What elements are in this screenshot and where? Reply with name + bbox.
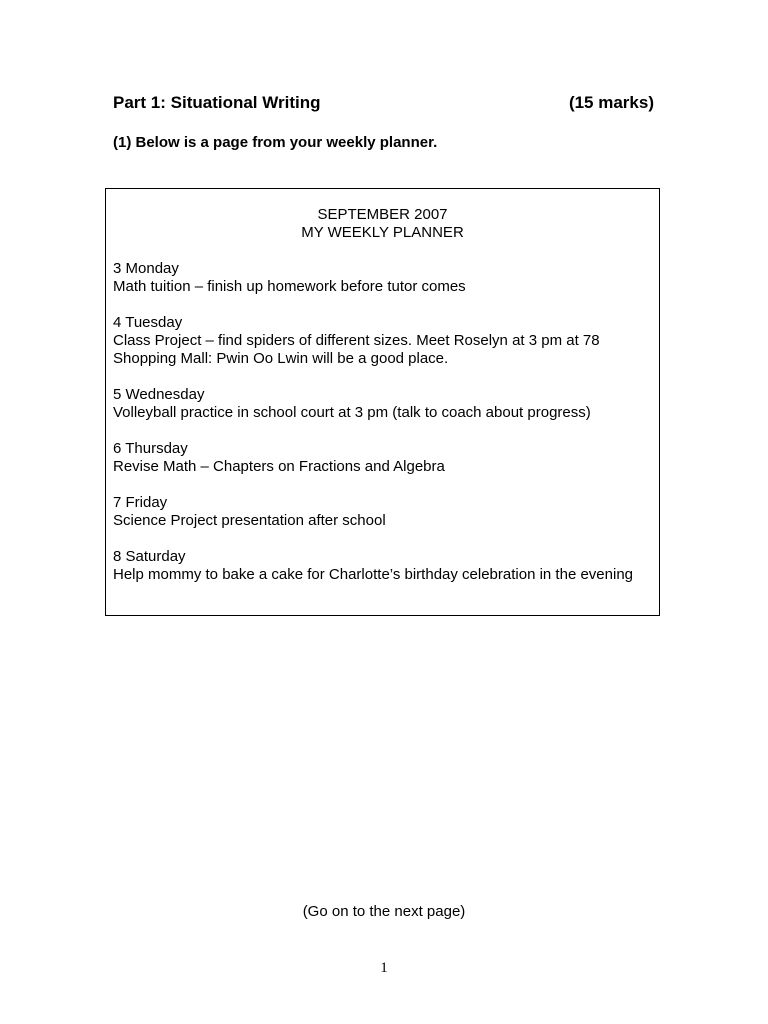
planner-title: MY WEEKLY PLANNER xyxy=(301,224,464,241)
entry-note: Science Project presentation after school xyxy=(113,512,386,529)
entry-note: Volleyball practice in school court at 3 pm (talk to coach about progress) xyxy=(113,404,591,421)
section-title: Part 1: Situational Writing xyxy=(113,93,321,112)
section-marks: (15 marks) xyxy=(568,93,654,112)
entry-note: Class Project – find spiders of different sizes. Meet Roselyn at 3 pm at 78 Shopping Mall: Pwin Oo Lwin will be a good place. xyxy=(113,332,600,367)
section-heading xyxy=(113,93,654,113)
planner-entry-saturday xyxy=(113,548,653,584)
planner-entry-wednesday xyxy=(113,386,653,422)
planner-entry-thursday xyxy=(113,440,653,476)
entry-note: Math tuition – finish up homework before tutor comes xyxy=(113,278,466,295)
go-on-next-page-note: (Go on to the next page) xyxy=(302,903,466,920)
entry-note: Revise Math – Chapters on Fractions and Algebra xyxy=(113,458,445,475)
planner-entries xyxy=(113,260,653,602)
entry-note: Help mommy to bake a cake for Charlotte’s birthday celebration in the evening xyxy=(113,566,633,583)
entry-day: 7 Friday xyxy=(113,494,168,511)
entry-day: 8 Saturday xyxy=(113,548,186,565)
entry-day: 3 Monday xyxy=(113,260,179,277)
page-number: 1 xyxy=(380,960,388,976)
question-instruction: (1) Below is a page from your weekly planner. xyxy=(113,134,438,151)
planner-entry-monday xyxy=(113,260,653,296)
entry-day: 6 Thursday xyxy=(113,440,188,457)
entry-day: 4 Tuesday xyxy=(113,314,183,331)
planner-entry-tuesday xyxy=(113,314,653,368)
entry-day: 5 Wednesday xyxy=(113,386,205,403)
planner-header xyxy=(106,206,659,242)
planner-month: SEPTEMBER 2007 xyxy=(317,206,448,223)
planner-entry-friday xyxy=(113,494,653,530)
weekly-planner-box xyxy=(105,188,660,616)
